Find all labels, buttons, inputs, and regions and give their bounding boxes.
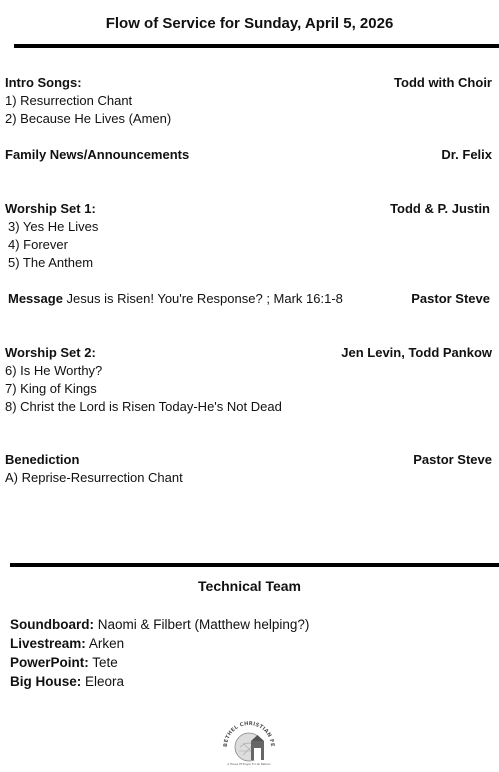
team-name: Tete [92,655,118,670]
team-name: Eleora [85,674,125,689]
song-item: 5) The Anthem [8,255,94,270]
team-row-livestream [10,634,124,653]
section-leader-benediction: Pastor Steve [413,452,492,467]
song-item: 1) Resurrection Chant [5,93,133,108]
section-leader-announcements: Dr. Felix [441,147,492,162]
section-heading-worship-set-1: Worship Set 1: [5,201,96,216]
team-title: Technical Team [198,578,301,594]
section-heading-worship-set-2: Worship Set 2: [5,345,96,360]
song-item: 3) Yes He Lives [8,219,99,234]
song-item: 8) Christ the Lord is Risen Today-He's Not Dead [5,399,282,414]
church-logo-icon [219,717,279,767]
svg-text:A House Of Prayer For All Nati: A House Of Prayer For All Nations [227,763,271,766]
team-role: Big House: [10,674,82,689]
message-line [8,290,343,308]
section-heading-benediction: Benediction [5,452,80,467]
song-item: 2) Because He Lives (Amen) [5,111,172,126]
section-leader-worship-set-1: Todd & P. Justin [390,201,490,216]
team-row-powerpoint [10,653,118,672]
section-leader-worship-set-2: Jen Levin, Todd Pankow [341,345,492,360]
section-heading-announcements: Family News/Announcements [5,147,190,162]
message-detail: Jesus is Risen! You're Response? ; Mark 16:1-8 [66,291,343,306]
song-item: 4) Forever [8,237,68,252]
team-name: Naomi & Filbert (Matthew helping?) [97,617,310,632]
section-heading-message: Message [8,291,63,306]
team-rule [10,563,499,567]
section-leader-intro-songs: Todd with Choir [394,75,492,90]
team-row-big-house [10,672,124,691]
page-title: Flow of Service for Sunday, April 5, 2026 [105,15,394,32]
song-item: A) Reprise-Resurrection Chant [5,470,183,485]
team-row-soundboard [10,615,309,634]
team-name: Arken [88,636,125,651]
team-role: PowerPoint: [10,655,89,670]
team-role: Soundboard: [10,617,94,632]
svg-text:BETHEL CHRISTIAN FELLOWSHIP: BETHEL CHRISTIAN FE [222,720,276,748]
song-item: 7) King of Kings [5,381,97,396]
team-role: Livestream: [10,636,86,651]
song-item: 6) Is He Worthy? [5,363,103,378]
header-rule [14,44,499,48]
section-heading-intro-songs: Intro Songs: [5,75,82,90]
section-leader-message: Pastor Steve [411,291,490,306]
